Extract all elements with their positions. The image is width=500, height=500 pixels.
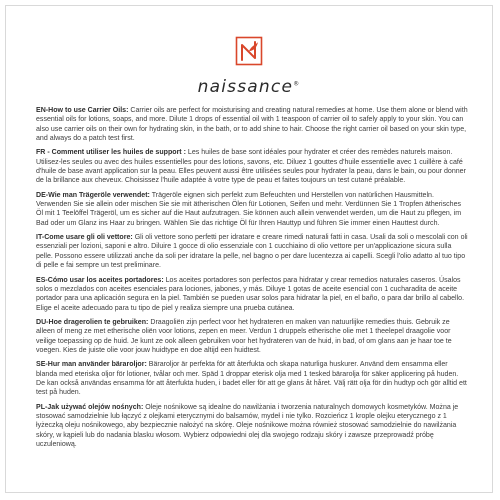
instructions-body (36, 106, 468, 454)
stylized-leaf-n-icon (235, 36, 263, 66)
instruction-heading: SE-Hur man använder bäraroljor: (36, 361, 147, 369)
instruction-pl (36, 403, 468, 450)
instruction-text: Oleje nośnikowe są idealne do nawilżania i tworzenia naturalnych domowych kosmetyków. Można je stosować samodzielnie lub łączyć z olejkami eterycznymi do balsamów, mydeł i nie tylko. Rozcieńcz 1 krople olejku eterycznego z 1 łyżeczką oleju nośnikowego, aby bezpiecznie nałożyć na skórę. Oleje nośnikowe można również stosować samodzielnie do nawilżania skóry, w kąpieli lub do nadania blasku włosom. Wybierz odpowiedni olej dla swojego rodzaju skóry i zawsze przeprowadź próbę uczuleniową. (36, 403, 459, 448)
brand-logo (6, 36, 492, 97)
instruction-card (5, 5, 493, 493)
instruction-text: Draagoliën zijn perfect voor het hydrateren en maken van natuurlijke remedies thuis. Gebruik ze alleen of meng ze met etherische oliën voor lotions, zepen en meer. Verdun 1 druppels etherische olie met 1 theelepel draagolie voor veilige toepassing op de huid. Je kunt ze ook alleen gebruiken voor het hydrateren van de huid, in bad, of om glans aan je haar toe te voegen. Kies de juiste olie voor jouw huidtype en doe altijd een huidtest. (36, 318, 452, 354)
instruction-text: Bäraroljor är perfekta för att återfukta och skapa naturliga huskurer. Använd dem ensamma eller blanda med eteriska oljor för lotioner, tvålar och mer. Späd 1 droppar eterisk olja med 1 tesked bärarolja för säker applicering på huden. De kan också användas ensamma för att återfukta huden, i badet eller för att ge glans åt håret. Välj rätt olja för din hudtyp och gör alltid ett test på huden. (36, 361, 467, 397)
instruction-en (36, 106, 468, 143)
instruction-heading: EN-How to use Carrier Oils: (36, 107, 129, 114)
instruction-heading: FR - Comment utiliser les huiles de support : (36, 149, 186, 157)
instruction-text: Los aceites portadores son perfectos para hidratar y crear remedios naturales caseros. Úsalos solos o mezclados con aceites esenciales para lociones, jabones, y más. Diluye 1 gotas de aceite esencial con 1 cucharadita de aceite portador para una aplicación segura en la piel. También se pueden usar solos para hidratar la piel, en el baño, o para dar brillo al cabello. Elige el aceite adecuado para tu tipo de piel y realiza siempre una prueba cutánea. (36, 276, 465, 312)
instruction-text: Gli oli vettore sono perfetti per idratare e creare rimedi naturali fatti in casa. Usali da soli o mescolali con oli essenziali per lozioni, saponi e altro. Diluire 1 gocce di olio essenziale con 1 cucchiaino di olio vettore per un'applicazione sicura sulla pelle. Possono essere utilizzati anche da soli per idratare la pelle, nel bagno o per dare lucentezza ai capelli. Scegli l'olio adatto al tuo tipo di pelle e fai sempre un test preliminare. (36, 234, 468, 270)
instruction-text: Trägeröle eignen sich perfekt zum Befeuchten und Herstellen von natürlichen Hausmitteln. Verwenden Sie sie allein oder mischen Sie sie mit ätherischen Ölen für Lotionen, Seifen und mehr. Verdünnen Sie 1 Tropfen ätherisches Öl mit 1 Teelöffel Trägeröl, um es sicher auf die Haut aufzutragen. Sie können auch allein verwendet werden, um die Haut zu pflegen, im Bad oder um Glanz ins Haar zu bringen. Wählen Sie das richtige Öl für Ihren Hauttyp und führen Sie immer einen Hauttest durch. (36, 191, 462, 227)
instruction-de (36, 191, 468, 228)
instruction-es (36, 276, 468, 313)
instruction-se (36, 360, 468, 397)
instruction-text: Les huiles de base sont idéales pour hydrater et créer des remèdes naturels maison. Utilisez-les seules ou avec des huiles essentielles pour des lotions, savons, etc. Diluez 1 gouttes d'huile essentielle avec 1 cuillère à café d'huile de base avant application sur la peau. Elles peuvent aussi être utilisées seules pour hydrater la peau, dans le bain, ou pour donner de la brillance aux cheveux. Choisissez l'huile adaptée à votre type de peau et faites toujours un test cutané préalable. (36, 149, 466, 185)
instruction-fr (36, 148, 468, 185)
brand-name: naissance (197, 77, 294, 97)
instruction-heading: ES-Cómo usar los aceites portadores: (36, 276, 164, 284)
instruction-it (36, 233, 468, 270)
instruction-heading: DE-Wie man Trägeröle verwendet: (36, 191, 150, 199)
instruction-heading: DU-Hoe dragerolien te gebruiken: (36, 318, 149, 326)
trademark-symbol: ® (293, 80, 301, 88)
instruction-heading: PL-Jak używać olejów nośnych: (36, 403, 144, 411)
instruction-du (36, 318, 468, 355)
instruction-heading: IT-Come usare gli oli vettore: (36, 234, 133, 242)
instruction-text: Carrier oils are perfect for moisturising and creating natural remedies at home. Use them alone or blend with essential oils for lotions, soaps, and more. Dilute 1 drops of essential oil with 1 teaspoon of carrier oil to safely apply to your skin. You can also use carrier oils on their own for hydrating skin, in the bath, or to add shine to hair. Choose the right carrier oil based on your skin type, and always do a patch test first. (36, 107, 468, 143)
brand-wordmark (6, 77, 492, 97)
